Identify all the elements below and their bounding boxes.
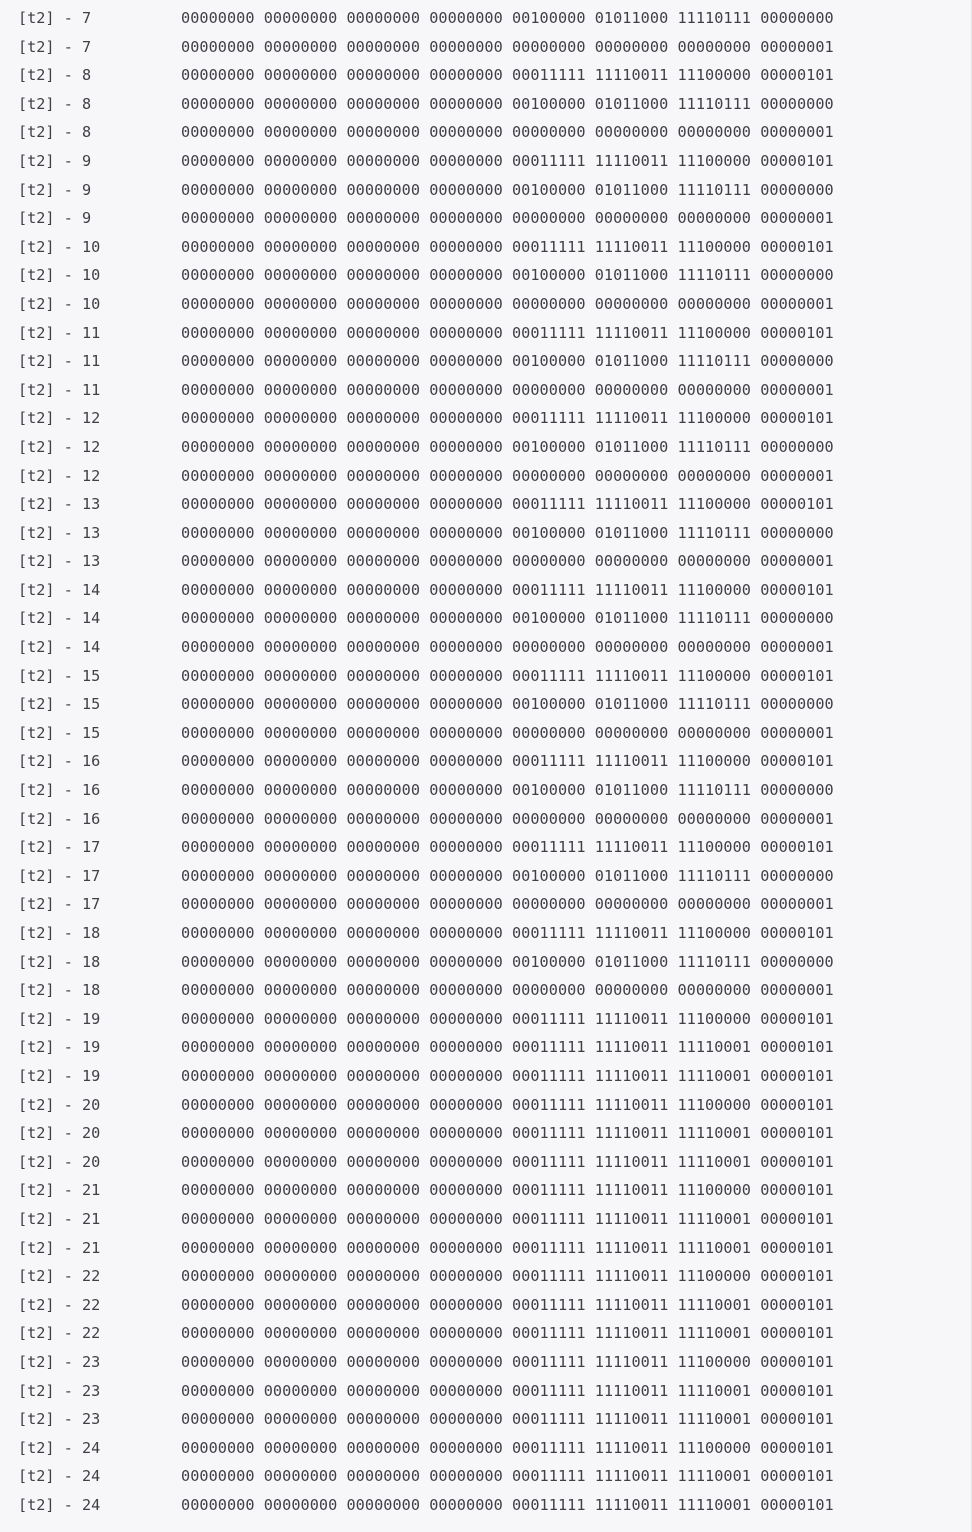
log-line-prefix: [t2] - 22 — [18, 1267, 101, 1286]
log-line-prefix: [t2] - 13 — [18, 495, 101, 514]
log-line — [0, 1348, 972, 1377]
log-line-prefix: [t2] - 20 — [18, 1152, 101, 1171]
log-line — [0, 547, 972, 576]
log-line-prefix: [t2] - 21 — [18, 1238, 101, 1257]
log-line — [0, 805, 972, 834]
log-line-prefix: [t2] - 19 — [18, 1009, 101, 1028]
log-line-bits: 00000000 00000000 00000000 00000000 00100000 01011000 11110111 00000000 — [181, 437, 834, 456]
log-line-prefix: [t2] - 20 — [18, 1095, 101, 1114]
log-line — [0, 261, 972, 290]
log-line — [0, 862, 972, 891]
log-line-bits: 00000000 00000000 00000000 00000000 00100000 01011000 11110111 00000000 — [181, 781, 834, 800]
log-line-prefix: [t2] - 7 — [18, 9, 92, 27]
log-line — [0, 1033, 972, 1062]
log-line-prefix: [t2] - 24 — [18, 1438, 101, 1457]
log-line — [0, 919, 972, 948]
log-line-bits: 00000000 00000000 00000000 00000000 00011111 11110011 11110001 00000101 — [181, 1495, 834, 1514]
log-line-bits: 00000000 00000000 00000000 00000000 00011111 11110011 11100000 00000101 — [181, 66, 834, 85]
log-line — [0, 747, 972, 776]
log-line-bits: 00000000 00000000 00000000 00000000 00000000 00000000 00000000 00000001 — [181, 638, 834, 657]
log-line-bits: 00000000 00000000 00000000 00000000 00011111 11110011 11110001 00000101 — [181, 1381, 834, 1400]
log-line-prefix: [t2] - 13 — [18, 552, 101, 571]
log-line-prefix: [t2] - 11 — [18, 352, 101, 371]
log-line — [0, 347, 972, 376]
log-line-bits: 00000000 00000000 00000000 00000000 00000000 00000000 00000000 00000001 — [181, 466, 834, 485]
log-line — [0, 490, 972, 519]
log-line-bits: 00000000 00000000 00000000 00000000 00100000 01011000 11110111 00000000 — [181, 266, 834, 285]
log-line-bits: 00000000 00000000 00000000 00000000 00011111 11110011 11110001 00000101 — [181, 1410, 834, 1429]
log-line-prefix: [t2] - 7 — [18, 37, 92, 56]
log-line — [0, 462, 972, 491]
log-line-prefix: [t2] - 24 — [18, 1495, 101, 1514]
log-line-prefix: [t2] - 17 — [18, 838, 101, 857]
log-line-prefix: [t2] - 12 — [18, 437, 101, 456]
log-line-prefix: [t2] - 16 — [18, 752, 101, 771]
log-line — [0, 1234, 972, 1263]
log-line-prefix: [t2] - 18 — [18, 924, 101, 942]
log-line — [0, 519, 972, 548]
log-line-bits: 00000000 00000000 00000000 00000000 00000000 00000000 00000000 00000001 — [181, 552, 834, 571]
log-line-bits: 00000000 00000000 00000000 00000000 00011111 11110011 11100000 00000101 — [181, 580, 834, 599]
log-line-bits: 00000000 00000000 00000000 00000000 00011111 11110011 11100000 00000101 — [181, 323, 834, 342]
log-line-prefix: [t2] - 9 — [18, 180, 92, 199]
log-line-prefix: [t2] - 21 — [18, 1181, 101, 1200]
log-line-prefix: [t2] - 20 — [18, 1124, 101, 1143]
log-line-prefix: [t2] - 10 — [18, 237, 101, 256]
log-line-bits: 00000000 00000000 00000000 00000000 00011111 11110011 11100000 00000101 — [181, 666, 834, 685]
log-line-bits: 00000000 00000000 00000000 00000000 00011111 11110011 11110001 00000101 — [181, 1038, 834, 1057]
log-line-prefix: [t2] - 14 — [18, 609, 101, 628]
log-line-prefix: [t2] - 12 — [18, 409, 101, 428]
log-line-prefix: [t2] - 13 — [18, 523, 101, 542]
log-line-bits: 00000000 00000000 00000000 00000000 00011111 11110011 11110001 00000101 — [181, 1238, 834, 1257]
log-line — [0, 90, 972, 119]
log-line — [0, 1434, 972, 1463]
log-line — [0, 1262, 972, 1291]
log-line-bits: 00000000 00000000 00000000 00000000 00100000 01011000 11110111 00000000 — [181, 523, 834, 542]
log-line — [0, 1291, 972, 1320]
log-line-bits: 00000000 00000000 00000000 00000000 00000000 00000000 00000000 00000001 — [181, 209, 834, 228]
log-line-prefix: [t2] - 9 — [18, 209, 92, 228]
log-line — [0, 404, 972, 433]
log-line-bits: 00000000 00000000 00000000 00000000 00011111 11110011 11100000 00000101 — [181, 924, 834, 942]
log-line-prefix: [t2] - 15 — [18, 723, 101, 742]
log-line-prefix: [t2] - 22 — [18, 1324, 101, 1343]
log-line-bits: 00000000 00000000 00000000 00000000 00011111 11110011 11110001 00000101 — [181, 1152, 834, 1171]
log-line-prefix: [t2] - 15 — [18, 695, 101, 714]
log-line — [0, 662, 972, 691]
log-line-bits: 00000000 00000000 00000000 00000000 00011111 11110011 11100000 00000101 — [181, 1438, 834, 1457]
log-line — [0, 1091, 972, 1120]
log-line — [0, 948, 972, 977]
log-line-prefix: [t2] - 15 — [18, 666, 101, 685]
log-line — [0, 1119, 972, 1148]
log-line — [0, 1319, 972, 1348]
log-line-prefix: [t2] - 11 — [18, 323, 101, 342]
log-line-prefix: [t2] - 8 — [18, 123, 92, 142]
log-line — [0, 61, 972, 90]
log-line-bits: 00000000 00000000 00000000 00000000 00011111 11110011 11110001 00000101 — [181, 1209, 834, 1228]
log-line-prefix: [t2] - 18 — [18, 981, 101, 1000]
log-line-bits: 00000000 00000000 00000000 00000000 00011111 11110011 11100000 00000101 — [181, 409, 834, 428]
log-line-prefix: [t2] - 18 — [18, 952, 101, 971]
log-line-bits: 00000000 00000000 00000000 00000000 00011111 11110011 11100000 00000101 — [181, 1009, 834, 1028]
log-line-bits: 00000000 00000000 00000000 00000000 00011111 11110011 11100000 00000101 — [181, 1095, 834, 1114]
log-line — [0, 719, 972, 748]
log-line-bits: 00000000 00000000 00000000 00000000 00011111 11110011 11100000 00000101 — [181, 237, 834, 256]
log-line-bits: 00000000 00000000 00000000 00000000 00011111 11110011 11110001 00000101 — [181, 1124, 834, 1143]
log-line — [0, 776, 972, 805]
log-line — [0, 290, 972, 319]
log-line-prefix: [t2] - 16 — [18, 781, 101, 800]
log-line-bits: 00000000 00000000 00000000 00000000 00000000 00000000 00000000 00000001 — [181, 37, 834, 56]
log-line-bits: 00000000 00000000 00000000 00000000 00000000 00000000 00000000 00000001 — [181, 809, 834, 828]
log-line — [0, 1062, 972, 1091]
log-line — [0, 1176, 972, 1205]
log-line — [0, 33, 972, 62]
log-line — [0, 576, 972, 605]
log-line-bits: 00000000 00000000 00000000 00000000 00011111 11110011 11110001 00000101 — [181, 1295, 834, 1314]
log-line — [0, 233, 972, 262]
log-line-bits: 00000000 00000000 00000000 00000000 00000000 00000000 00000000 00000001 — [181, 380, 834, 399]
log-line-bits: 00000000 00000000 00000000 00000000 00011111 11110011 11100000 00000101 — [181, 752, 834, 771]
log-line-bits: 00000000 00000000 00000000 00000000 00000000 00000000 00000000 00000001 — [181, 294, 834, 313]
log-line-prefix: [t2] - 9 — [18, 151, 92, 170]
log-line — [0, 604, 972, 633]
log-line — [0, 1148, 972, 1177]
log-line — [0, 976, 972, 1005]
log-line-prefix: [t2] - 19 — [18, 1038, 101, 1057]
log-line — [0, 376, 972, 405]
log-line — [0, 1405, 972, 1434]
log-line-prefix: [t2] - 11 — [18, 380, 101, 399]
log-line-bits: 00000000 00000000 00000000 00000000 00100000 01011000 11110111 00000000 — [181, 695, 834, 714]
log-line-bits: 00000000 00000000 00000000 00000000 00011111 11110011 11110001 00000101 — [181, 1467, 834, 1486]
log-line-bits: 00000000 00000000 00000000 00000000 00011111 11110011 11110001 00000101 — [181, 1324, 834, 1343]
log-line-bits: 00000000 00000000 00000000 00000000 00011111 11110011 11100000 00000101 — [181, 495, 834, 514]
log-line — [0, 176, 972, 205]
log-line-prefix: [t2] - 14 — [18, 580, 101, 599]
log-line — [0, 633, 972, 662]
log-line — [0, 204, 972, 233]
log-line — [0, 1005, 972, 1034]
log-line-bits: 00000000 00000000 00000000 00000000 00000000 00000000 00000000 00000001 — [181, 723, 834, 742]
log-line-prefix: [t2] - 14 — [18, 638, 101, 657]
log-line-bits: 00000000 00000000 00000000 00000000 00100000 01011000 11110111 00000000 — [181, 952, 834, 971]
log-line — [0, 1491, 972, 1520]
log-line-prefix: [t2] - 23 — [18, 1352, 101, 1371]
log-line — [0, 147, 972, 176]
log-line — [0, 433, 972, 462]
log-line-bits: 00000000 00000000 00000000 00000000 00011111 11110011 11100000 00000101 — [181, 1267, 834, 1286]
log-line-prefix: [t2] - 16 — [18, 809, 101, 828]
log-line-prefix: [t2] - 21 — [18, 1209, 101, 1228]
log-line-bits: 00000000 00000000 00000000 00000000 00100000 01011000 11110111 00000000 — [181, 180, 834, 199]
log-line — [0, 1205, 972, 1234]
log-line-bits: 00000000 00000000 00000000 00000000 00011111 11110011 11110001 00000101 — [181, 1066, 834, 1085]
log-line-bits: 00000000 00000000 00000000 00000000 00011111 11110011 11100000 00000101 — [181, 1181, 834, 1200]
log-line — [0, 690, 972, 719]
log-line-prefix: [t2] - 22 — [18, 1295, 101, 1314]
log-line — [0, 319, 972, 348]
log-line-prefix: [t2] - 8 — [18, 66, 92, 85]
log-line-prefix: [t2] - 23 — [18, 1410, 101, 1429]
log-line-prefix: [t2] - 17 — [18, 866, 101, 885]
log-line-bits: 00000000 00000000 00000000 00000000 00100000 01011000 11110111 00000000 — [181, 9, 834, 27]
log-line-prefix: [t2] - 10 — [18, 294, 101, 313]
log-line-prefix: [t2] - 24 — [18, 1467, 101, 1486]
log-line-bits: 00000000 00000000 00000000 00000000 00000000 00000000 00000000 00000001 — [181, 123, 834, 142]
log-line — [0, 890, 972, 919]
log-line — [0, 1462, 972, 1491]
log-line-prefix: [t2] - 23 — [18, 1381, 101, 1400]
log-line-bits: 00000000 00000000 00000000 00000000 00100000 01011000 11110111 00000000 — [181, 352, 834, 371]
log-line-bits: 00000000 00000000 00000000 00000000 00100000 01011000 11110111 00000000 — [181, 609, 834, 628]
log-line-bits: 00000000 00000000 00000000 00000000 00011111 11110011 11100000 00000101 — [181, 151, 834, 170]
log-line — [0, 118, 972, 147]
log-line-bits: 00000000 00000000 00000000 00000000 00100000 01011000 11110111 00000000 — [181, 94, 834, 113]
log-line-prefix: [t2] - 17 — [18, 895, 101, 914]
log-line-bits: 00000000 00000000 00000000 00000000 00011111 11110011 11100000 00000101 — [181, 838, 834, 857]
log-line — [0, 1377, 972, 1406]
log-line — [0, 833, 972, 862]
log-line-prefix: [t2] - 8 — [18, 94, 92, 113]
log-line-prefix: [t2] - 12 — [18, 466, 101, 485]
log-line — [0, 4, 972, 33]
log-line-bits: 00000000 00000000 00000000 00000000 00100000 01011000 11110111 00000000 — [181, 866, 834, 885]
log-line-prefix: [t2] - 19 — [18, 1066, 101, 1085]
log-line-prefix: [t2] - 10 — [18, 266, 101, 285]
log-output-lines — [0, 4, 972, 1519]
log-line-bits: 00000000 00000000 00000000 00000000 00000000 00000000 00000000 00000001 — [181, 981, 834, 1000]
log-line-bits: 00000000 00000000 00000000 00000000 00000000 00000000 00000000 00000001 — [181, 895, 834, 914]
log-line-bits: 00000000 00000000 00000000 00000000 00011111 11110011 11100000 00000101 — [181, 1352, 834, 1371]
